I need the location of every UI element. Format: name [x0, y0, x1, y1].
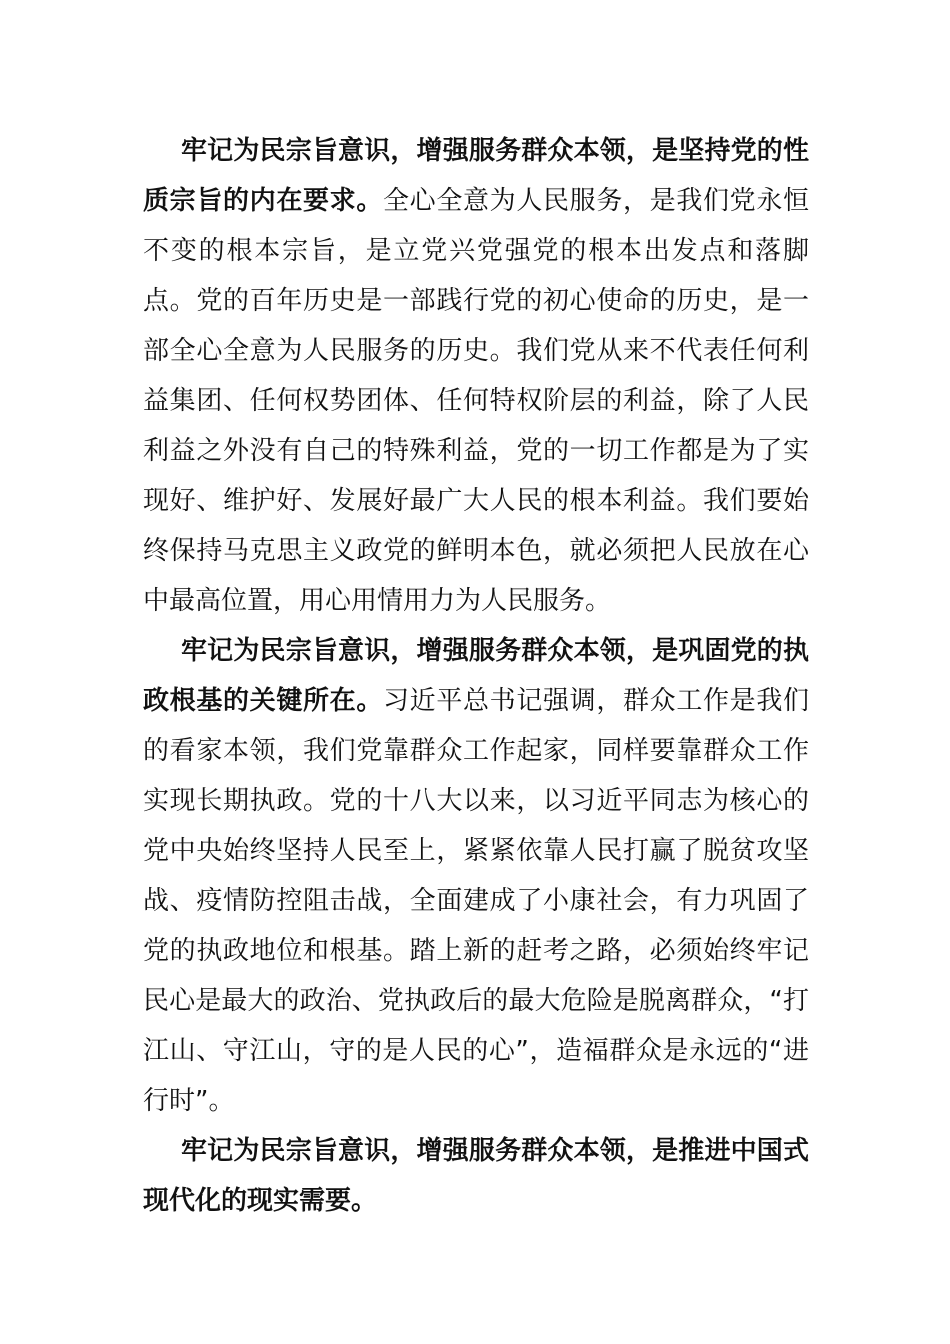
paragraph-lead: 牢记为民宗旨意识，增强服务群众本领，是巩固党的执政根基的关键所在。 [143, 636, 809, 716]
paragraph-lead: 牢记为民宗旨意识，增强服务群众本领，是坚持党的性质宗旨的内在要求。 [143, 136, 809, 216]
paragraph [143, 1126, 809, 1226]
paragraph-body: 习近平总书记强调，群众工作是我们的看家本领，我们党靠群众工作起家，同样要靠群众工作实现长期执政。党的十八大以来，以习近平同志为核心的党中央始终坚持人民至上，紧紧依靠人民打赢了脱贫攻坚战、疫情防控阻击战，全面建成了小康社会，有力巩固了党的执政地位和根基。踏上新的赶考之路，必须始终牢记民心是最大的政治、党执政后的最大危险是脱离群众，“打江山、守江山，守的是人民的心”，造福群众是永远的“进行时”。 [143, 686, 809, 1116]
paragraph [143, 626, 809, 1126]
paragraph [143, 126, 809, 626]
document-body [143, 126, 809, 1226]
paragraph-body: 全心全意为人民服务，是我们党永恒不变的根本宗旨，是立党兴党强党的根本出发点和落脚点。党的百年历史是一部践行党的初心使命的历史，是一部全心全意为人民服务的历史。我们党从来不代表任何利益集团、任何权势团体、任何特权阶层的利益，除了人民利益之外没有自己的特殊利益，党的一切工作都是为了实现好、维护好、发展好最广大人民的根本利益。我们要始终保持马克思主义政党的鲜明本色，就必须把人民放在心中最高位置，用心用情用力为人民服务。 [143, 186, 809, 616]
paragraph-lead: 牢记为民宗旨意识，增强服务群众本领，是推进中国式现代化的现实需要。 [143, 1136, 809, 1216]
